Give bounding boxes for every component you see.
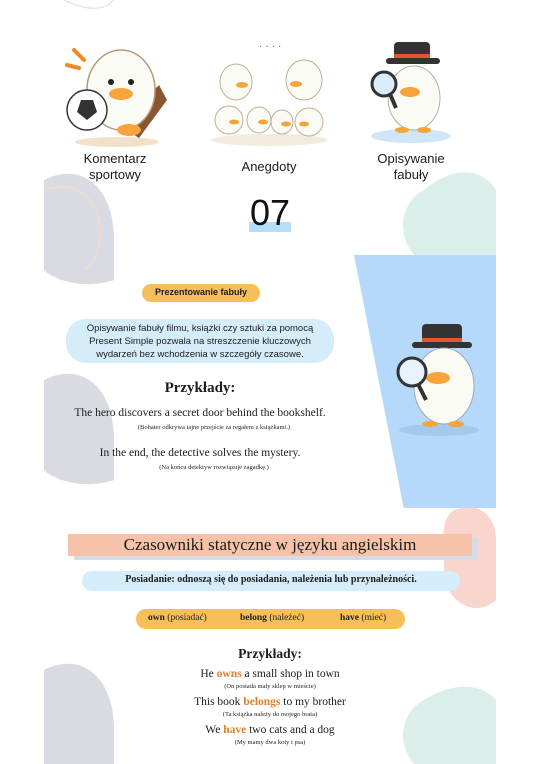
example2-en-3 (120, 724, 420, 736)
examples-title-2: Przykłady: (238, 646, 302, 661)
verb-own-translation: (posiadać) (167, 613, 207, 623)
example-en-1: The hero discovers a secret door behind the bookshelf. (74, 407, 326, 419)
category-label-commentary: Komentarz sportowy (83, 151, 147, 182)
example2-en-2 (120, 696, 420, 708)
duck-detective-small-illustration (366, 36, 456, 144)
example2-en-1 (120, 668, 420, 680)
verb-have (340, 613, 386, 623)
example2-pl-1: (On posiada mały sklep w mieście) (224, 683, 316, 690)
examples-title: Przykłady: (164, 380, 236, 396)
verb-have-translation: (mieć) (361, 613, 387, 623)
example2-after-1: a small shop in town (241, 668, 340, 680)
category-label-plot: Opisywanie fabuły (377, 151, 445, 182)
category-label-anecdotes: Anegdoty (241, 159, 297, 174)
verb-belong-word: belong (240, 613, 267, 623)
example-en-2: In the end, the detective solves the mystery. (99, 447, 301, 459)
verb-own-word: own (148, 613, 165, 623)
example2-verb-3: have (223, 724, 247, 736)
example2-pl-2: (Ta książka należy do mojego brata) (222, 711, 318, 718)
example2-after-2: to my brother (280, 696, 346, 708)
svg-text:· · · ·: · · · · (259, 42, 282, 53)
duck-family-illustration (204, 40, 334, 148)
example2-after-3: two cats and a dog (246, 724, 335, 736)
example-pl-2: (Na końcu detektyw rozwiązuje zagadkę.) (159, 464, 269, 471)
page-number: 07 (249, 192, 291, 233)
verb-belong-translation: (należeć) (269, 613, 305, 623)
section-tag: Prezentowanie fabuły (154, 287, 248, 297)
duck-detective-large-illustration (384, 318, 484, 438)
example2-verb-2: belongs (243, 696, 281, 708)
example2-pl-3: (My mamy dwa koty i psa) (234, 739, 306, 746)
subtitle-text: Posiadanie: odnoszą się do posiadania, należenia lub przynależności. (125, 574, 417, 585)
example-pl-1: (Bohater odkrywa tajne przejście za regałem z książkami.) (137, 424, 291, 431)
section-title: Czasowniki statyczne w języku angielskim (123, 535, 417, 554)
verb-have-word: have (340, 613, 359, 623)
verb-own (148, 613, 207, 623)
example2-verb-1: owns (216, 668, 242, 680)
verb-belong (240, 613, 304, 623)
page (44, 0, 496, 764)
example2-before-3: We (205, 724, 224, 736)
duck-football-illustration (59, 30, 169, 148)
example2-before-2: This book (194, 696, 244, 708)
example2-before-1: He (200, 668, 217, 680)
description-text: Opisywanie fabuły filmu, książki czy sztuki za pomocą Present Simple pozwala na streszczenie kluczowych wydarzeń bez wchodzenia w szczegóły czasowe. (86, 323, 314, 360)
